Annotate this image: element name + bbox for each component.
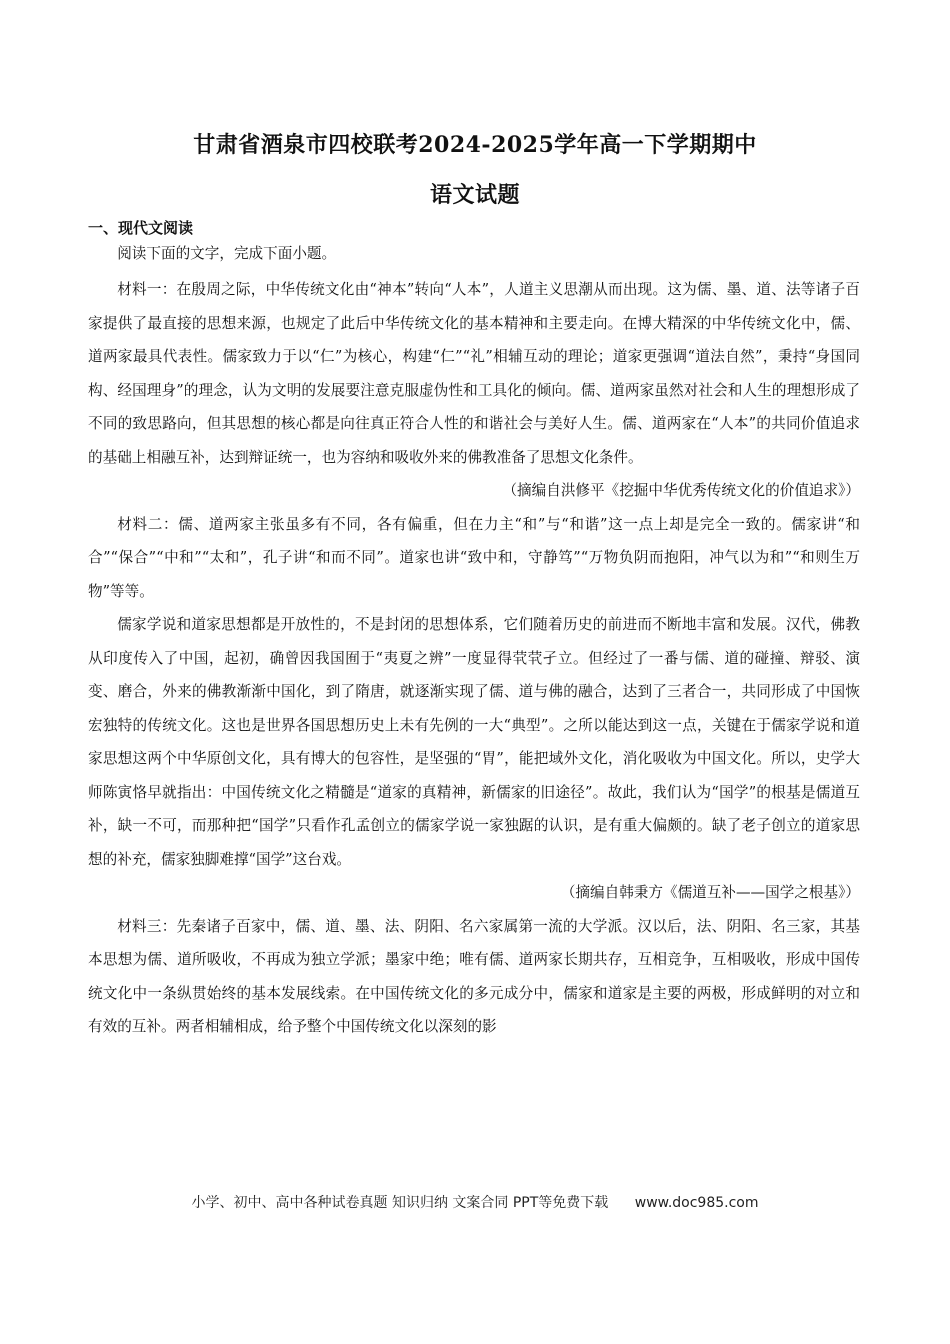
section-heading: 一、现代文阅读 xyxy=(88,219,194,237)
footer-url[interactable]: www.doc985.com xyxy=(634,1195,759,1211)
material-1-source: （摘编自洪修平《挖掘中华优秀传统文化的价值追求》） xyxy=(502,482,860,499)
material-1-paragraph: 材料一：在殷周之际，中华传统文化由“神本”转向“人本”，人道主义思潮从而出现。这为儒、墨、道、法等诸子百家提供了最直接的思想来源，也规定了此后中华传统文化的基本精神和主要走向。在博大精深的中华传统文化中，儒、道两家最具代表性。儒家致力于以“仁”为核心，构建“仁”“礼”相辅互动的理论；道家更强调“道法自然”，秉持“身国同构、经国理身”的理念，认为文明的发展要注意克服虚伪性和工具化的倾向。儒、道两家虽然对社会和人生的理想形成了不同的致思路向，但其思想的核心都是向往真正符合人性的和谐社会与美好人生。儒、道两家在“人本”的共同价值追求的基础上相融互补，达到辩证统一，也为容纳和吸收外来的佛教准备了思想文化条件。 xyxy=(88,281,860,466)
instruction-text: 阅读下面的文字，完成下面小题。 xyxy=(117,245,337,262)
material-2-paragraph-2: 儒家学说和道家思想都是开放性的，不是封闭的思想体系，它们随着历史的前进而不断地丰富和发展。汉代，佛教从印度传入了中国，起初，确曾因我国囿于“夷夏之辨”一度显得茕茕孑立。但经过了一番与儒、道的碰撞、辩驳、演变、磨合，外来的佛教渐渐中国化，到了隋唐，就逐渐实现了儒、道与佛的融合，达到了三者合一，共同形成了中国恢宏独特的传统文化。这也是世界各国思想历史上未有先例的一大“典型”。之所以能达到这一点，关键在于儒家学说和道家思想这两个中华原创文化，具有博大的包容性，是坚强的“胃”，能把域外文化，消化吸收为中国文化。所以，史学大师陈寅恪早就指出：中国传统文化之精髓是“道家的真精神，新儒家的旧途径”。故此，我们认为“国学”的根基是儒道互补，缺一不可，而那种把“国学”只看作孔孟创立的儒家学说一家独踞的认识，是有重大偏颇的。缺了老子创立的道家思想的补充，儒家独脚难撑“国学”这台戏。 xyxy=(88,616,860,868)
reading-passage xyxy=(88,273,860,1044)
footer-slogan: 小学、初中、高中各种试卷真题 知识归纳 文案合同 PPT等免费下载 xyxy=(191,1195,609,1211)
page-title: 甘肃省酒泉市四校联考2024-2025学年高一下学期期中 xyxy=(193,132,757,158)
page-footer xyxy=(0,1192,950,1212)
page-subtitle: 语文试题 xyxy=(429,182,520,208)
material-3-paragraph: 材料三：先秦诸子百家中，儒、道、墨、法、阴阳、名六家属第一流的大学派。汉以后，法、阴阳、名三家，其基本思想为儒、道所吸收，不再成为独立学派；墨家中绝；唯有儒、道两家长期共存，互相竞争，互相吸收，形成中国传统文化中一条纵贯始终的基本发展线索。在中国传统文化的多元成分中，儒家和道家是主要的两极，形成鲜明的对立和有效的互补。两者相辅相成，给予整个中国传统文化以深刻的影 xyxy=(88,917,860,1035)
material-2-paragraph-1: 材料二：儒、道两家主张虽多有不同，各有偏重，但在力主“和”与“和谐”这一点上却是完全一致的。儒家讲“和合”“保合”“中和”“太和”，孔子讲“和而不同”。道家也讲“致中和，守静笃”“万物负阴而抱阳，冲气以为和”“和则生万物”等等。 xyxy=(88,515,860,600)
instruction-block xyxy=(88,242,860,266)
material-2-source: （摘编自韩秉方《儒道互补——国学之根基》） xyxy=(560,884,860,901)
